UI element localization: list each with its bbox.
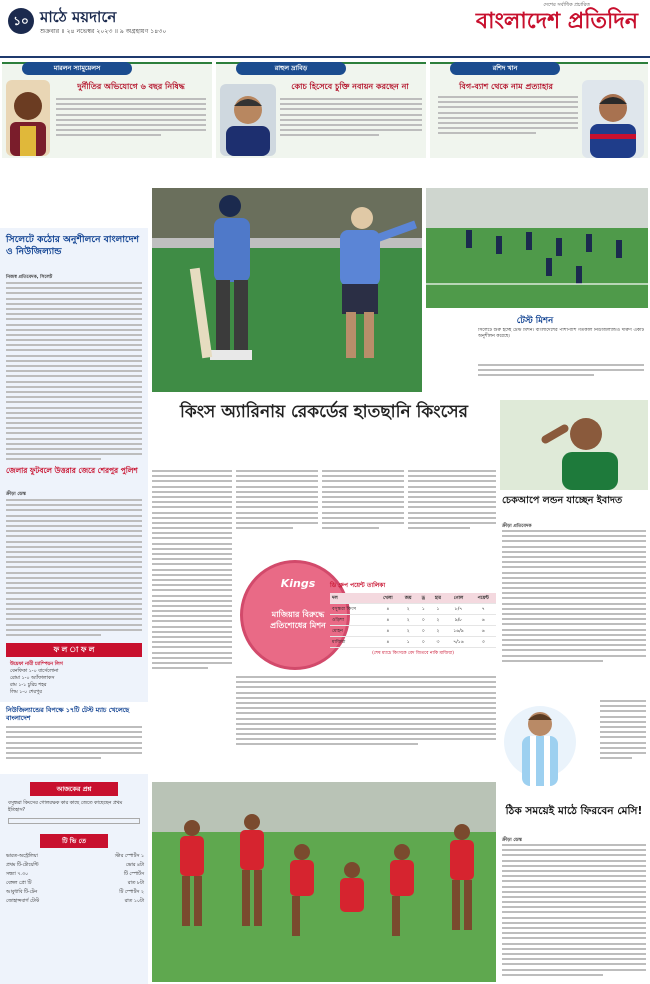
standings-header-cell: ড্র [417, 593, 429, 604]
test-stats-box [0, 702, 148, 774]
ebadot-byline: ক্রীড়া প্রতিবেদক [502, 524, 532, 529]
top-strip [0, 62, 650, 158]
standings-cell: ৭/১৬ [446, 637, 470, 648]
sidebar-story1-body [6, 282, 142, 464]
standings-header-row [330, 593, 496, 604]
messi-title: ঠিক সময়েই মাঠে ফিরবেন মেসি! [505, 805, 643, 817]
messi-body [502, 844, 646, 979]
tv-left-column [6, 852, 76, 906]
results-list [10, 661, 140, 696]
tv-item: রাত ১০টা [124, 899, 144, 904]
samuels-photo [6, 80, 50, 156]
standings-row [330, 637, 496, 648]
standings-cell: ১ [429, 604, 446, 615]
standings-cell: ২ [399, 626, 417, 637]
quiz-header: আজকের প্রশ্ন [30, 782, 118, 796]
sidebar-story2-title: জেলার ফুটবলে উত্তরার জেরে শেরপুর পুলিশ [6, 466, 138, 475]
results-line: রোমা ১-০ অ্যাঁফালাকস [10, 676, 55, 681]
standings-table [330, 593, 496, 648]
standings-cell: ৬ [471, 615, 496, 626]
standings-cell: ২ [399, 615, 417, 626]
standings-cell: ০ [417, 626, 429, 637]
standings-cell: ৪ [377, 626, 400, 637]
tv-item: স্টার স্পোর্টস ১ [114, 854, 144, 859]
kings-logo: Kings [280, 577, 316, 590]
quiz-answer-line [8, 818, 140, 824]
tv-item: জোহান্সবার্গ টেস্ট [6, 899, 39, 904]
main-story [152, 470, 496, 780]
ebadot-title: চেকআপে লন্ডন যাচ্ছেন ইবাদত [502, 495, 623, 506]
standings-cell: ২ [429, 615, 446, 626]
standings-header-cell: পয়েন্ট [471, 593, 496, 604]
standings-cell: ৯/৮ [446, 615, 470, 626]
dravid-photo [220, 84, 276, 156]
tv-item: টি স্পোর্টস ২ [119, 890, 144, 895]
strip-body [56, 98, 206, 140]
standings-cell: ১ [417, 604, 429, 615]
ebadot-photo [500, 400, 648, 490]
standings-cell: ২ [429, 626, 446, 637]
tv-right-column [80, 852, 144, 906]
sidebar-story1-title: সিলেটে কঠোর অনুশীলনে বাংলাদেশ ও নিউজিল্যান্ড [6, 234, 140, 257]
standings-row [330, 626, 496, 637]
standings-title: ডি গ্রুপ পয়েন্ট তালিকা [330, 582, 386, 589]
messi-byline: ক্রীড়া ডেস্ক [502, 838, 522, 843]
standings-cell: মোহন [330, 626, 377, 637]
sidebar-story2-byline: ক্রীড়া ডেস্ক [6, 492, 26, 497]
strip-title: কোচ হিসেবে চুক্তি নবায়ন করছেন না [291, 82, 409, 91]
training-photo-team [426, 188, 648, 308]
standings-cell: ৪ [377, 604, 400, 615]
standings-header-cell: গোল [446, 593, 470, 604]
standings-cell: ১৬/৯ [446, 626, 470, 637]
standings-cell: ০ [417, 637, 429, 648]
strip-story-dravid [216, 62, 426, 158]
standings-header-cell: জয় [399, 593, 417, 604]
main-story-col4 [408, 470, 496, 532]
main-story-col1 [152, 470, 232, 672]
photo-caption-title: টেস্ট মিশন [516, 316, 554, 326]
photo-caption-text: সিলেটে শুরু হচ্ছে টেস্ট মিশন। বাংলাদেশের পাশাপাশি গতকাল নিউজিল্যান্ডও দারুণ একটি অনুশীলন করেছে। [478, 328, 644, 340]
tv-item: টি স্পোর্টস [123, 872, 144, 877]
results-line: লিম ১-০ শেরপুর [10, 690, 42, 695]
standings-cell: ৪ [377, 615, 400, 626]
standings-cell: ১ [399, 637, 417, 648]
standings-cell: ৭ [471, 604, 496, 615]
kings-team-photo [152, 782, 496, 982]
results-line: বেনফিকা ১-০ বার্সেলোনা [10, 669, 59, 674]
tv-item: সন্ধ্যা ৭.৩০ [6, 872, 29, 877]
ebadot-body [502, 530, 646, 665]
strip-title: দুর্নীতির অভিযোগে ৬ বছর নিষিদ্ধ [77, 82, 185, 91]
strip-body [438, 96, 578, 138]
standings-box [330, 580, 496, 668]
strip-story-rashid [430, 62, 648, 158]
standings-cell: ৬ [471, 626, 496, 637]
strip-title: বিগ-ব্যাশ থেকে নাম প্রত্যাহার [459, 82, 553, 91]
results-line: উয়েফা নারী চ্যাম্পিয়ন লিগ [10, 662, 63, 667]
standings-cell: ওড়িশা [330, 615, 377, 626]
tv-item: আবুধাবি টি-টেন [6, 890, 38, 895]
standings-cell: বসুন্ধরা কিংস [330, 604, 377, 615]
results-line: রাম ১-১ চুরিচ শহর [10, 683, 47, 688]
messi-side-text [600, 700, 646, 762]
main-story-col3 [322, 470, 404, 532]
photo-caption-more [478, 364, 644, 380]
photo-caption [426, 310, 648, 394]
standings-cell: ৮/৭ [446, 604, 470, 615]
standings-cell: মাজিয়া [330, 637, 377, 648]
standings-cell: ৩ [429, 637, 446, 648]
masthead-tagline: দেশের সর্বাধিক প্রচারিত [543, 2, 590, 8]
left-sidebar [0, 228, 148, 984]
standings-row [330, 615, 496, 626]
tv-item: ভারত-অস্ট্রেলিয়া [6, 854, 38, 859]
tv-item: বেঙ্গল প্রো টি [6, 881, 32, 886]
standings-row [330, 604, 496, 615]
strip-label: রশিদ খান [450, 62, 560, 75]
standings-cell: ৩ [471, 637, 496, 648]
strip-label: রাহুল দ্রাবিড় [236, 62, 346, 75]
masthead-logo: বাংলাদেশ প্রতিদিন [475, 8, 638, 34]
page-number: ১০ [8, 8, 34, 34]
main-headline: কিংস অ্যারিনায় রেকর্ডের হাতছানি কিংসের [179, 402, 469, 422]
section-title: মাঠে ময়দানে [40, 8, 117, 26]
quiz-text: বসুন্ধরা কিংসের গোলরক্ষক কার কাছে জেতে কাছেছেন প্রথম ইতিহাস? [8, 801, 123, 813]
rashid-photo [582, 80, 644, 158]
results-header: ফ ল া ফ ল [6, 643, 142, 657]
standings-header-cell: দল [330, 593, 377, 604]
test-stats-body [6, 726, 142, 762]
tv-item: ভোর ৪টা [125, 863, 144, 868]
strip-body [280, 98, 422, 140]
sidebar-story2-body [6, 499, 142, 639]
test-stats-title: নিউজিল্যান্ডের বিপক্ষে ১৭টি টেস্ট ম্যাচ খেলেছে বাংলাদেশ [6, 706, 130, 723]
standings-cell: ২ [399, 604, 417, 615]
standings-cell: ০ [417, 615, 429, 626]
main-story-lower [236, 676, 496, 749]
training-photo-large [152, 188, 422, 392]
dateline: শুক্রবার ॥ ২৪ নভেম্বর ২০২৩ ॥ ৯ অগ্রহায়ণ ১৪৩০ [40, 28, 167, 35]
sidebar-story1-byline: নিজস্ব প্রতিবেদক, সিলেট [6, 275, 53, 280]
standings-note: (শেষ ম্যাচে কিংসকে বেদ জিতবে নাকি মাজিয়া) [372, 651, 454, 656]
tv-item: রাত ৮টা [127, 881, 144, 886]
main-story-col2 [236, 470, 318, 532]
page-header [0, 0, 650, 58]
kings-circle-text: মাজিয়ার বিরুদ্ধে প্রতিশোধের মিশন [270, 610, 326, 630]
standings-header-cell: খেলা [377, 593, 400, 604]
tv-item: প্রথম টি-টোয়েন্টি [6, 863, 39, 868]
strip-story-samuels [2, 62, 212, 158]
standings-cell: ৪ [377, 637, 400, 648]
standings-header-cell: হার [429, 593, 446, 604]
strip-label: মারলন স্যামুয়েলস [22, 62, 132, 75]
tv-header: টি ভি তে [40, 834, 108, 848]
